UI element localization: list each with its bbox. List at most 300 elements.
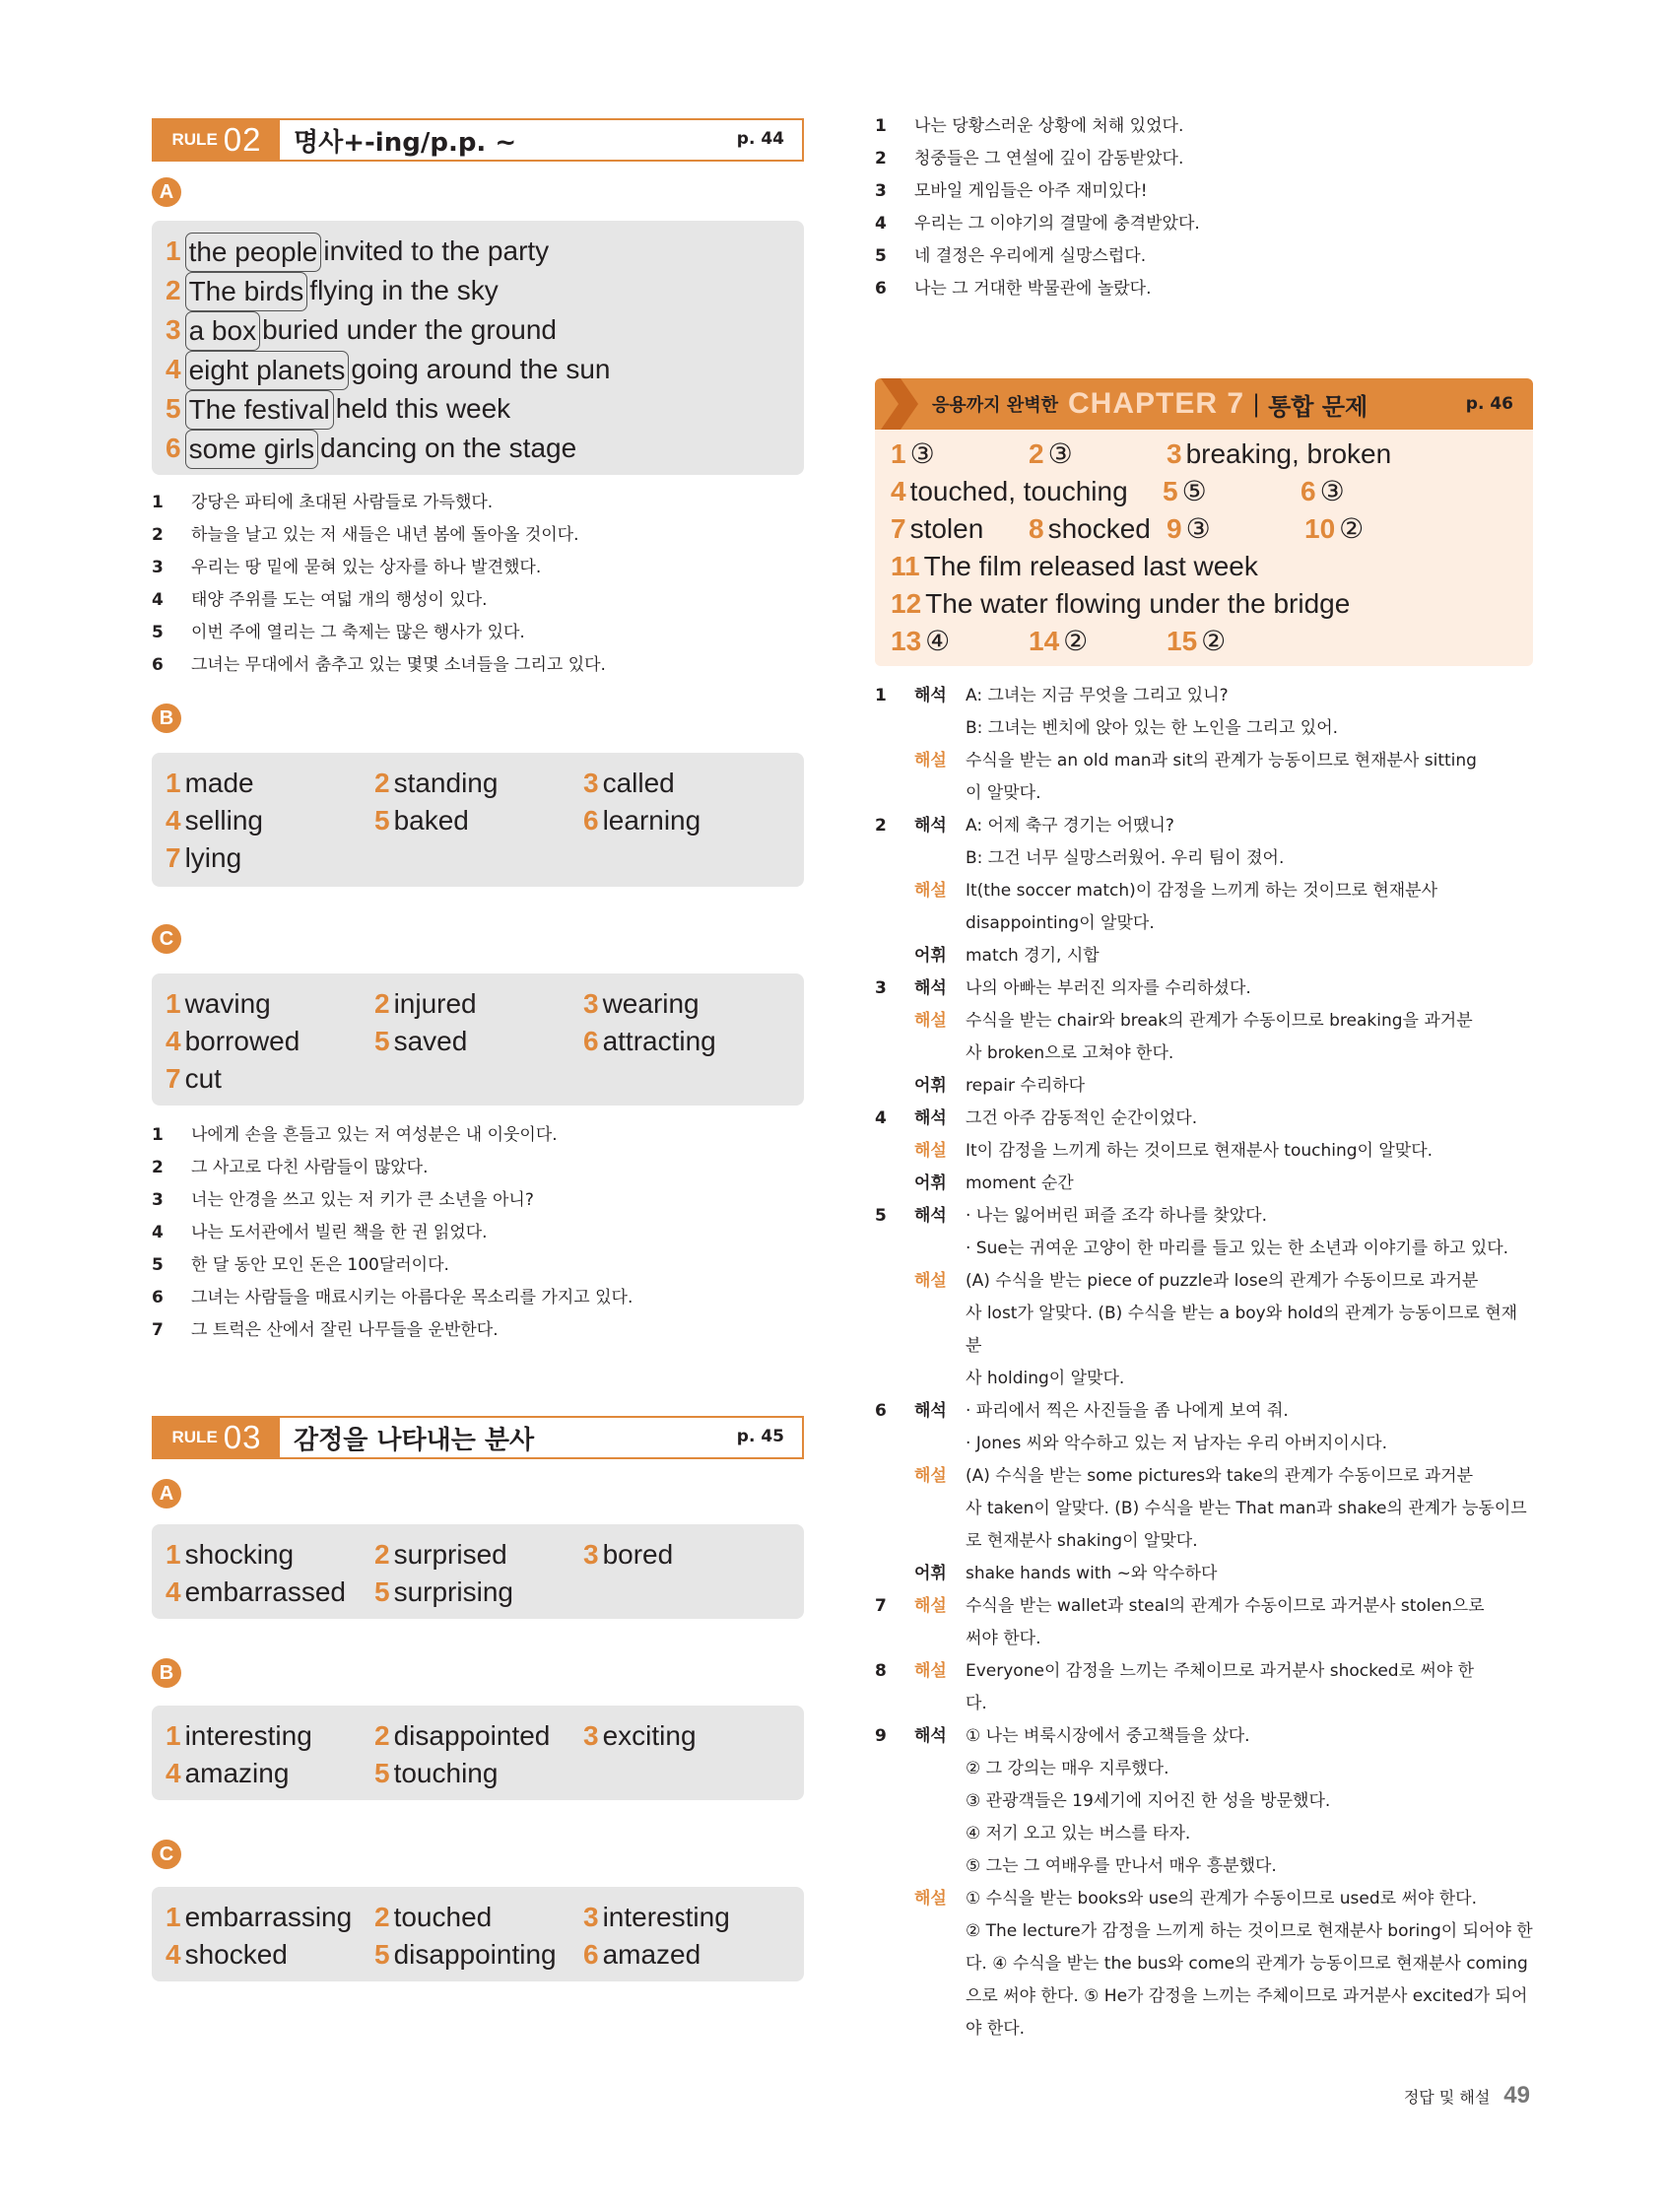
explanation-tag	[914, 1753, 966, 1785]
translation-number: 1	[875, 116, 887, 136]
translation-number: 4	[152, 1223, 164, 1242]
chapter-7-box	[875, 378, 1533, 666]
explanation-tag	[914, 1623, 966, 1655]
translation-item	[152, 1184, 804, 1217]
answer-number: 3	[583, 1902, 599, 1932]
explanation-number	[875, 1233, 914, 1265]
answer-cell	[891, 548, 1258, 585]
explanation-line	[875, 1493, 1533, 1525]
answer-text: touching	[393, 1758, 499, 1788]
translation-number: 2	[152, 1158, 164, 1177]
right-column	[875, 110, 1533, 2045]
explanation-line	[875, 940, 1533, 972]
translation-item	[152, 487, 804, 519]
explanation-tag	[914, 1948, 966, 1980]
answer-number: 4	[166, 1939, 181, 1970]
explanation-tag	[914, 712, 966, 745]
explanation-number: 8	[875, 1661, 887, 1681]
boxed-noun: the people	[185, 233, 322, 272]
rule-word: RULE	[171, 130, 218, 149]
explanation-text: 수식을 받는 wallet과 steal의 관계가 수동이므로 과거분사 stolen으로	[966, 1596, 1485, 1616]
answer-row	[166, 1755, 790, 1792]
explanation-line	[875, 1753, 1533, 1785]
footer-text: 정답 및 해설	[1403, 2088, 1491, 2107]
explanation-number: 5	[875, 1206, 887, 1226]
answer-number: 3	[166, 314, 181, 345]
answer-number: 4	[166, 354, 181, 384]
explanation-tag	[914, 842, 966, 875]
explanation-text: ② The lecture가 감정을 느끼게 하는 것이므로 현재분사 boring이 되어야 한	[966, 1921, 1533, 1941]
explanation-number	[875, 1915, 914, 1948]
explanation-text: B: 그녀는 벤치에 앉아 있는 한 노인을 그리고 있어.	[966, 718, 1339, 738]
answer-cell	[891, 585, 1350, 623]
answer-text: amazing	[184, 1758, 290, 1788]
explanation-line	[875, 1720, 1533, 1753]
boxed-noun: a box	[185, 311, 261, 351]
translation-text: 태양 주위를 도는 여덟 개의 행성이 있다.	[191, 590, 488, 610]
answer-cell	[166, 1936, 374, 1974]
answer-text: lying	[184, 842, 242, 873]
answer-row	[166, 430, 790, 469]
answer-text: ④	[925, 626, 951, 656]
translation-text: 이번 주에 열리는 그 축제는 많은 행사가 있다.	[191, 623, 525, 642]
answer-number: 4	[166, 1758, 181, 1788]
translation-item	[875, 143, 1533, 175]
answer-cell	[374, 1755, 498, 1792]
explanation-number: 1	[875, 686, 887, 705]
answer-row	[166, 390, 790, 430]
explanation-tag: 해석	[914, 978, 947, 998]
section-label-c: C	[152, 1840, 181, 1869]
explanation-number	[875, 1265, 914, 1298]
explanation-number	[875, 1818, 914, 1850]
answer-cell	[374, 765, 583, 802]
explanation-tag	[914, 1363, 966, 1395]
answer-number: 15	[1167, 626, 1198, 656]
rule-02-header	[152, 118, 804, 162]
answer-number: 8	[1029, 513, 1044, 544]
explanation-number	[875, 1070, 914, 1103]
answer-number: 6	[1301, 476, 1316, 506]
answer-number: 2	[166, 275, 181, 305]
answer-text: amazed	[602, 1939, 701, 1970]
answer-text: learning	[602, 805, 701, 836]
chapter-7-answers	[875, 430, 1533, 666]
explanation-tag: 어휘	[914, 1173, 947, 1193]
explanation-line	[875, 1103, 1533, 1135]
explanation-text: disappointing이 알맞다.	[966, 913, 1155, 933]
explanation-tag: 어휘	[914, 1564, 947, 1583]
explanation-line	[875, 1298, 1533, 1363]
explanation-line	[875, 810, 1533, 842]
explanation-line	[875, 1005, 1533, 1038]
answer-number: 6	[583, 805, 599, 836]
answer-number: 3	[583, 988, 599, 1019]
answer-cell	[166, 839, 241, 877]
explanation-tag	[914, 1818, 966, 1850]
explanation-text: 사 taken이 알맞다. (B) 수식을 받는 That man과 shake의 관계가 능동이므	[966, 1499, 1527, 1518]
explanation-number	[875, 712, 914, 745]
answer-row	[166, 233, 790, 272]
explanation-line	[875, 1850, 1533, 1883]
explanation-line	[875, 777, 1533, 810]
explanation-number	[875, 1135, 914, 1168]
explanation-tag	[914, 1980, 966, 2013]
answer-cell	[1029, 623, 1167, 660]
explanation-text: 사 lost가 알맞다. (B) 수식을 받는 a boy와 hold의 관계가 능동이므로 현재분	[966, 1304, 1518, 1356]
translation-number: 6	[875, 279, 887, 299]
explanation-line	[875, 680, 1533, 712]
explanation-text: 수식을 받는 chair와 break의 관계가 수동이므로 breaking을 과거분	[966, 1011, 1473, 1031]
answer-row	[166, 765, 790, 802]
translation-number: 5	[152, 1255, 164, 1275]
answer-cell	[583, 765, 790, 802]
answer-cell	[1167, 623, 1304, 660]
rule-02-c-translations	[152, 1119, 804, 1347]
rule-03-c-translations	[875, 110, 1533, 305]
answer-number: 12	[891, 588, 922, 619]
explanation-text: · 파리에서 찍은 사진들을 좀 나에게 보여 줘.	[966, 1401, 1289, 1421]
chapter-7-divider: |	[1252, 390, 1261, 418]
translation-item	[152, 584, 804, 617]
explanation-number	[875, 1980, 914, 2013]
chapter-7-label: CHAPTER 7	[1067, 387, 1245, 420]
rule-02-b-answers	[152, 753, 804, 887]
explanation-line	[875, 842, 1533, 875]
answer-number: 7	[166, 1063, 181, 1094]
translation-item	[152, 1217, 804, 1249]
explanation-text: 수식을 받는 an old man과 sit의 관계가 능동이므로 현재분사 sitting	[966, 751, 1477, 771]
explanation-line	[875, 1948, 1533, 1980]
chapter-7-header	[875, 378, 1533, 430]
answer-cell	[583, 802, 790, 839]
answer-row	[166, 1717, 790, 1755]
explanation-text: It(the soccer match)이 감정을 느끼게 하는 것이므로 현재분사	[966, 881, 1438, 901]
translation-text: 나에게 손을 흔들고 있는 저 여성분은 내 이웃이다.	[191, 1125, 558, 1145]
answer-number: 3	[583, 768, 599, 798]
explanation-line	[875, 1200, 1533, 1233]
translation-number: 5	[152, 623, 164, 642]
answer-number: 7	[166, 842, 181, 873]
explanation-text: 사 holding이 알맞다.	[966, 1369, 1125, 1388]
answer-cell	[1029, 510, 1167, 548]
explanation-number	[875, 2013, 914, 2045]
explanation-line	[875, 1265, 1533, 1298]
answer-text: exciting	[602, 1720, 697, 1751]
explanation-line	[875, 1818, 1533, 1850]
answer-cell	[1167, 510, 1304, 548]
answer-text: ⑤	[1181, 476, 1207, 506]
answer-number: 4	[166, 1026, 181, 1056]
answer-cell	[583, 1717, 790, 1755]
explanation-line	[875, 1525, 1533, 1558]
answer-text: wearing	[602, 988, 700, 1019]
translation-number: 1	[152, 1125, 164, 1145]
page-number: 49	[1503, 2082, 1530, 2109]
explanation-line	[875, 745, 1533, 777]
rule-03-title: 감정을 나타내는 분사	[294, 1425, 535, 1455]
chevron-right-icon	[875, 378, 924, 430]
answer-row	[891, 623, 1533, 660]
answer-number: 14	[1029, 626, 1060, 656]
explanation-number	[875, 842, 914, 875]
explanation-number	[875, 1785, 914, 1818]
answer-row	[166, 351, 790, 390]
explanation-tag: 해석	[914, 816, 947, 836]
answer-number: 5	[374, 1758, 390, 1788]
answer-text: shocked	[184, 1939, 288, 1970]
translation-text: 나는 당황스러운 상황에 처해 있었다.	[914, 116, 1184, 136]
translation-text: 그녀는 무대에서 춤추고 있는 몇몇 소녀들을 그리고 있다.	[191, 655, 606, 675]
explanation-line	[875, 1233, 1533, 1265]
answer-text: interesting	[184, 1720, 312, 1751]
explanation-line	[875, 875, 1533, 907]
explanation-text: 써야 한다.	[966, 1629, 1041, 1648]
rule-02-c-answers	[152, 973, 804, 1106]
rule-02-tag	[154, 120, 280, 160]
explanation-line	[875, 1980, 1533, 2013]
rule-03-tag	[154, 1418, 280, 1457]
explanation-text: ④ 저기 오고 있는 버스를 타자.	[966, 1824, 1191, 1843]
explanations	[875, 680, 1533, 2045]
explanation-line	[875, 1460, 1533, 1493]
answer-row	[166, 1899, 790, 1936]
explanation-line	[875, 1655, 1533, 1688]
translation-number: 3	[152, 1190, 164, 1210]
answer-text: ②	[1339, 513, 1365, 544]
rule-03-a-answers	[152, 1524, 804, 1619]
answer-row	[166, 985, 790, 1023]
answer-number: 2	[374, 988, 390, 1019]
translation-item	[152, 1119, 804, 1152]
rule-number: 02	[223, 121, 262, 158]
answer-number: 6	[583, 1026, 599, 1056]
answer-text: ③	[1047, 438, 1073, 469]
explanation-text: A: 어제 축구 경기는 어땠니?	[966, 816, 1174, 836]
translation-item	[152, 552, 804, 584]
answer-cell	[374, 1899, 583, 1936]
answer-text: ③	[909, 438, 935, 469]
explanation-tag	[914, 1233, 966, 1265]
explanation-tag: 해석	[914, 686, 947, 705]
answer-row	[891, 510, 1533, 548]
explanation-number	[875, 1688, 914, 1720]
explanation-tag	[914, 1038, 966, 1070]
explanation-text: 사 broken으로 고쳐야 한다.	[966, 1043, 1174, 1063]
explanation-text: (A) 수식을 받는 piece of puzzle과 lose의 관계가 수동이므로 과거분	[966, 1271, 1479, 1291]
translation-number: 5	[875, 246, 887, 266]
answer-number: 1	[166, 988, 181, 1019]
answer-number: 11	[891, 551, 920, 581]
answer-number: 5	[374, 805, 390, 836]
answer-number: 5	[374, 1939, 390, 1970]
rule-03-page-ref: p. 45	[736, 1427, 784, 1446]
explanation-text: 이 알맞다.	[966, 783, 1041, 803]
explanation-tag: 해석	[914, 1401, 947, 1421]
answer-number: 4	[166, 805, 181, 836]
answer-number: 5	[166, 393, 181, 424]
answer-text: cut	[184, 1063, 222, 1094]
answer-cell	[374, 985, 583, 1023]
answer-text: ③	[1319, 476, 1345, 506]
answer-text: injured	[393, 988, 477, 1019]
explanation-tag	[914, 1785, 966, 1818]
section-label-a: A	[152, 177, 181, 207]
answer-cell	[1163, 473, 1301, 510]
answer-modifier: flying in the sky	[309, 275, 499, 305]
answer-cell	[1167, 436, 1391, 473]
answer-number: 13	[891, 626, 922, 656]
explanation-text: ① 나는 벼룩시장에서 중고책들을 샀다.	[966, 1726, 1250, 1746]
answer-text: embarrassed	[184, 1576, 346, 1607]
answer-row	[891, 585, 1533, 623]
explanation-line	[875, 1428, 1533, 1460]
answer-cell	[583, 1536, 790, 1574]
answer-cell	[1304, 510, 1442, 548]
translation-text: 한 달 동안 모인 돈은 100달러이다.	[191, 1255, 449, 1275]
explanation-number	[875, 1558, 914, 1590]
answer-cell	[374, 1936, 583, 1974]
translation-item	[875, 175, 1533, 208]
answer-row	[166, 1574, 790, 1611]
explanation-line	[875, 1038, 1533, 1070]
explanation-tag	[914, 1298, 966, 1363]
explanation-tag: 해설	[914, 751, 947, 771]
boxed-noun: The festival	[185, 390, 334, 430]
answer-cell	[166, 765, 374, 802]
answer-cell	[166, 1536, 374, 1574]
explanation-line	[875, 1070, 1533, 1103]
translation-item	[152, 519, 804, 552]
translation-item	[152, 1314, 804, 1347]
translation-text: 하늘을 날고 있는 저 새들은 내년 봄에 돌아올 것이다.	[191, 525, 579, 545]
explanation-text: 나의 아빠는 부러진 의자를 수리하셨다.	[966, 978, 1251, 998]
answer-text: touched	[393, 1902, 493, 1932]
translation-text: 모바일 게임들은 아주 재미있다!	[914, 181, 1148, 201]
answer-text: touched, touching	[909, 476, 1128, 506]
translation-number: 1	[152, 493, 164, 512]
translation-item	[152, 649, 804, 682]
answer-cell	[166, 802, 374, 839]
page-footer	[1404, 2082, 1530, 2110]
answer-text: waving	[184, 988, 271, 1019]
explanation-number	[875, 1005, 914, 1038]
answer-cell	[374, 1574, 513, 1611]
translation-text: 나는 그 거대한 박물관에 놀랐다.	[914, 279, 1152, 299]
explanation-tag: 어휘	[914, 946, 947, 966]
answer-text: ②	[1201, 626, 1227, 656]
answer-cell	[891, 510, 1029, 548]
translation-text: 네 결정은 우리에게 실망스럽다.	[914, 246, 1147, 266]
explanation-tag	[914, 1428, 966, 1460]
rule-02-a-translations	[152, 487, 804, 682]
explanation-text: 야 한다.	[966, 2019, 1026, 2039]
explanation-number	[875, 1168, 914, 1200]
rule-02-title: 명사+-ing/p.p. ~	[294, 127, 517, 158]
answer-number: 1	[166, 1902, 181, 1932]
explanation-tag: 해설	[914, 1596, 947, 1616]
boxed-noun: some girls	[185, 430, 319, 469]
translation-text: 그 사고로 다친 사람들이 많았다.	[191, 1158, 429, 1177]
answer-cell	[166, 1060, 222, 1098]
explanation-tag: 해설	[914, 1889, 947, 1909]
explanation-text: repair 수리하다	[966, 1076, 1086, 1096]
translation-item	[152, 1249, 804, 1282]
chapter-7-prefix: 응용까지 완벽한	[932, 395, 1058, 416]
answer-number: 10	[1304, 513, 1336, 544]
answer-row	[891, 548, 1533, 585]
explanation-number	[875, 1298, 914, 1363]
explanation-text: · Sue는 귀여운 고양이 한 마리를 들고 있는 한 소년과 이야기를 하고 있다.	[966, 1239, 1509, 1258]
explanation-tag: 해설	[914, 881, 947, 901]
answer-number: 3	[583, 1539, 599, 1570]
answer-cell	[1029, 436, 1167, 473]
explanation-text: ① 수식을 받는 books와 use의 관계가 수동이므로 used로 써야 한다.	[966, 1889, 1477, 1909]
answer-row	[166, 1936, 790, 1974]
answer-row	[166, 802, 790, 839]
explanation-line	[875, 1623, 1533, 1655]
translation-text: 우리는 그 이야기의 결말에 충격받았다.	[914, 214, 1200, 234]
explanation-number	[875, 1363, 914, 1395]
explanation-number: 4	[875, 1108, 887, 1128]
explanation-tag	[914, 777, 966, 810]
answer-text: surprised	[393, 1539, 507, 1570]
answer-cell	[583, 1936, 790, 1974]
translation-text: 우리는 땅 밑에 묻혀 있는 상자를 하나 발견했다.	[191, 558, 542, 577]
explanation-number	[875, 1623, 914, 1655]
answer-text: ③	[1185, 513, 1211, 544]
answer-text: standing	[393, 768, 499, 798]
translation-text: 나는 도서관에서 빌린 책을 한 권 읽었다.	[191, 1223, 488, 1242]
explanation-tag: 해설	[914, 1011, 947, 1031]
answer-cell	[891, 436, 1029, 473]
answer-number: 4	[891, 476, 906, 506]
answer-cell	[374, 1023, 583, 1060]
translation-text: 그 트럭은 산에서 잘린 나무들을 운반한다.	[191, 1320, 499, 1340]
answer-number: 2	[374, 1720, 390, 1751]
explanation-text: moment 순간	[966, 1173, 1074, 1193]
answer-text: The water flowing under the bridge	[925, 588, 1351, 619]
explanation-tag: 해설	[914, 1661, 947, 1681]
explanation-number	[875, 1493, 914, 1525]
answer-number: 2	[1029, 438, 1044, 469]
explanation-line	[875, 1395, 1533, 1428]
explanation-text: 로 현재분사 shaking이 알맞다.	[966, 1531, 1198, 1551]
explanation-line	[875, 1915, 1533, 1948]
rule-number: 03	[223, 1419, 262, 1455]
answer-cell	[166, 985, 374, 1023]
answer-cell	[583, 985, 790, 1023]
answer-number: 2	[374, 768, 390, 798]
answer-row	[166, 1060, 790, 1098]
answer-cell	[166, 1717, 374, 1755]
explanation-number: 2	[875, 816, 887, 836]
section-label-a: A	[152, 1479, 181, 1508]
answer-number: 5	[1163, 476, 1178, 506]
answer-number: 2	[374, 1539, 390, 1570]
explanation-text: · Jones 씨와 악수하고 있는 저 남자는 우리 아버지이시다.	[966, 1434, 1387, 1453]
explanation-number	[875, 1753, 914, 1785]
explanation-text: match 경기, 시합	[966, 946, 1100, 966]
answer-number: 3	[583, 1720, 599, 1751]
explanation-tag: 해설	[914, 1141, 947, 1161]
answer-cell	[374, 1717, 583, 1755]
answer-cell	[891, 623, 1029, 660]
answer-text: disappointed	[393, 1720, 551, 1751]
translation-number: 2	[875, 149, 887, 168]
boxed-noun: The birds	[185, 272, 308, 311]
explanation-line	[875, 1558, 1533, 1590]
